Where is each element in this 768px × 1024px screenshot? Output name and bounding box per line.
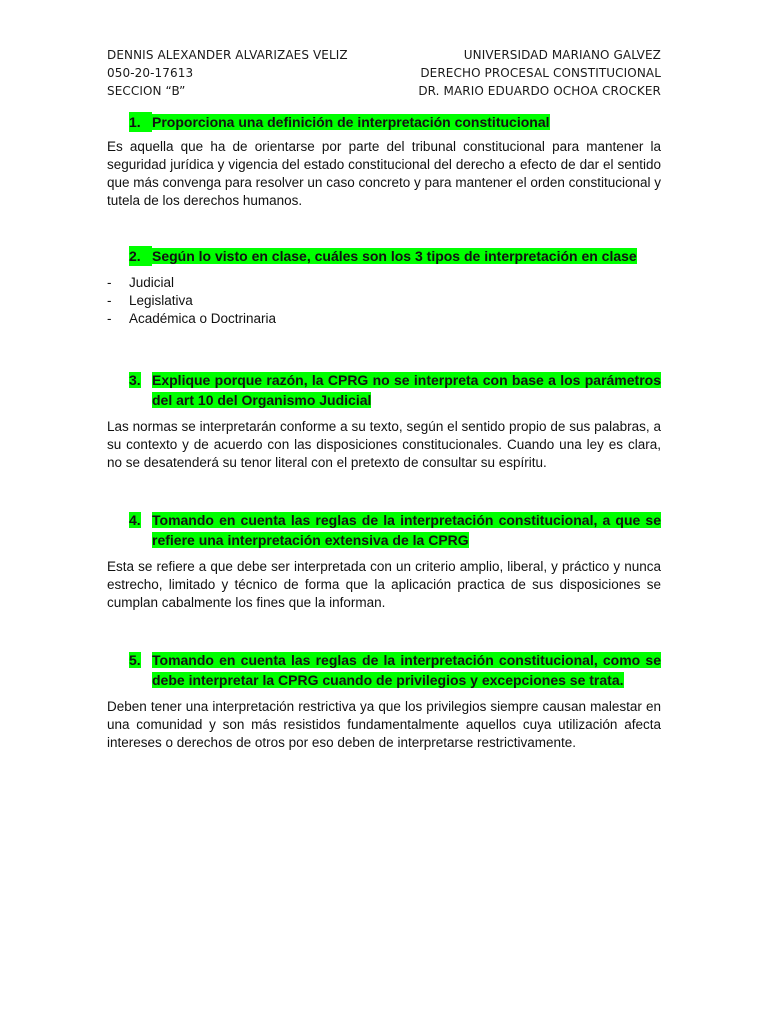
question-text: Tomando en cuenta las reglas de la interpretación constitucional, a que se refiere una interpretación extensiva de la CPRG [152, 512, 661, 548]
question-number: 4. [129, 512, 141, 528]
bullet-dash: - [107, 293, 112, 308]
list-item-text: Legislativa [129, 293, 193, 308]
question-number: 3. [129, 372, 141, 388]
student-section: SECCION “B” [107, 84, 186, 98]
course-info [418, 46, 661, 100]
student-info [107, 46, 348, 100]
question-text: Explique porque razón, la CPRG no se interpreta con base a los parámetros del art 10 del Organismo Judicial [152, 372, 661, 408]
list-item-text: Académica o Doctrinaria [129, 311, 277, 326]
question-1 [107, 112, 661, 132]
question-5 [107, 650, 661, 690]
answer-3: Las normas se interpretarán conforme a su texto, según el sentido propio de sus palabras, a su contexto y de acuerdo con las disposiciones constitucionales. Cuando una ley es clara, no se desatenderá su tenor literal con el pretexto de consultar su espíritu. [107, 419, 661, 470]
question-number: 5. [129, 652, 141, 668]
answer-4: Esta se refiere a que debe ser interpretada con un criterio amplio, liberal, y práctico y nunca estrecho, limitado y técnico de forma que la aplicación practica de sus disposiciones se cumplan cabalmente los fines que la informan. [107, 559, 661, 610]
university-name: UNIVERSIDAD MARIANO GALVEZ [463, 48, 661, 62]
professor-name: DR. MARIO EDUARDO OCHOA CROCKER [418, 84, 661, 98]
student-id: 050-20-17613 [107, 66, 194, 80]
question-3 [107, 370, 661, 410]
question-number: 2. [129, 246, 152, 266]
list-item-text: Judicial [129, 275, 175, 290]
question-2 [107, 246, 661, 266]
question-number: 1. [129, 112, 152, 132]
document-header [107, 46, 661, 100]
student-name: DENNIS ALEXANDER ALVARIZAES VELIZ [107, 48, 348, 62]
interpretation-types-list [107, 274, 661, 328]
question-text: Según lo visto en clase, cuáles son los 3 tipos de interpretación en clase [152, 248, 637, 264]
question-text: Tomando en cuenta las reglas de la interpretación constitucional, como se debe interpretar la CPRG cuando de privilegios y excepciones se trata. [152, 652, 661, 688]
answer-5: Deben tener una interpretación restrictiva ya que los privilegios siempre causan malestar en una comunidad y son más resistidos fundamentalmente aquellos cuya utilización afecta intereses o derechos de otros por eso deben de interpretarse restrictivamente. [107, 699, 661, 750]
bullet-dash: - [107, 275, 112, 290]
question-text: Proporciona una definición de interpretación constitucional [152, 114, 550, 130]
list-item [107, 292, 661, 310]
answer-1: Es aquella que ha de orientarse por parte del tribunal constitucional para mantener la seguridad jurídica y vigencia del estado constitucional del derecho a efecto de dar el sentido que más convenga para resolver un caso concreto y para mantener el orden constitucional y tutela de los derechos humanos. [107, 139, 661, 208]
bullet-dash: - [107, 311, 112, 326]
list-item [107, 274, 661, 292]
course-name: DERECHO PROCESAL CONSTITUCIONAL [420, 66, 661, 80]
question-4 [107, 510, 661, 550]
list-item [107, 310, 661, 328]
document-page [107, 46, 661, 752]
